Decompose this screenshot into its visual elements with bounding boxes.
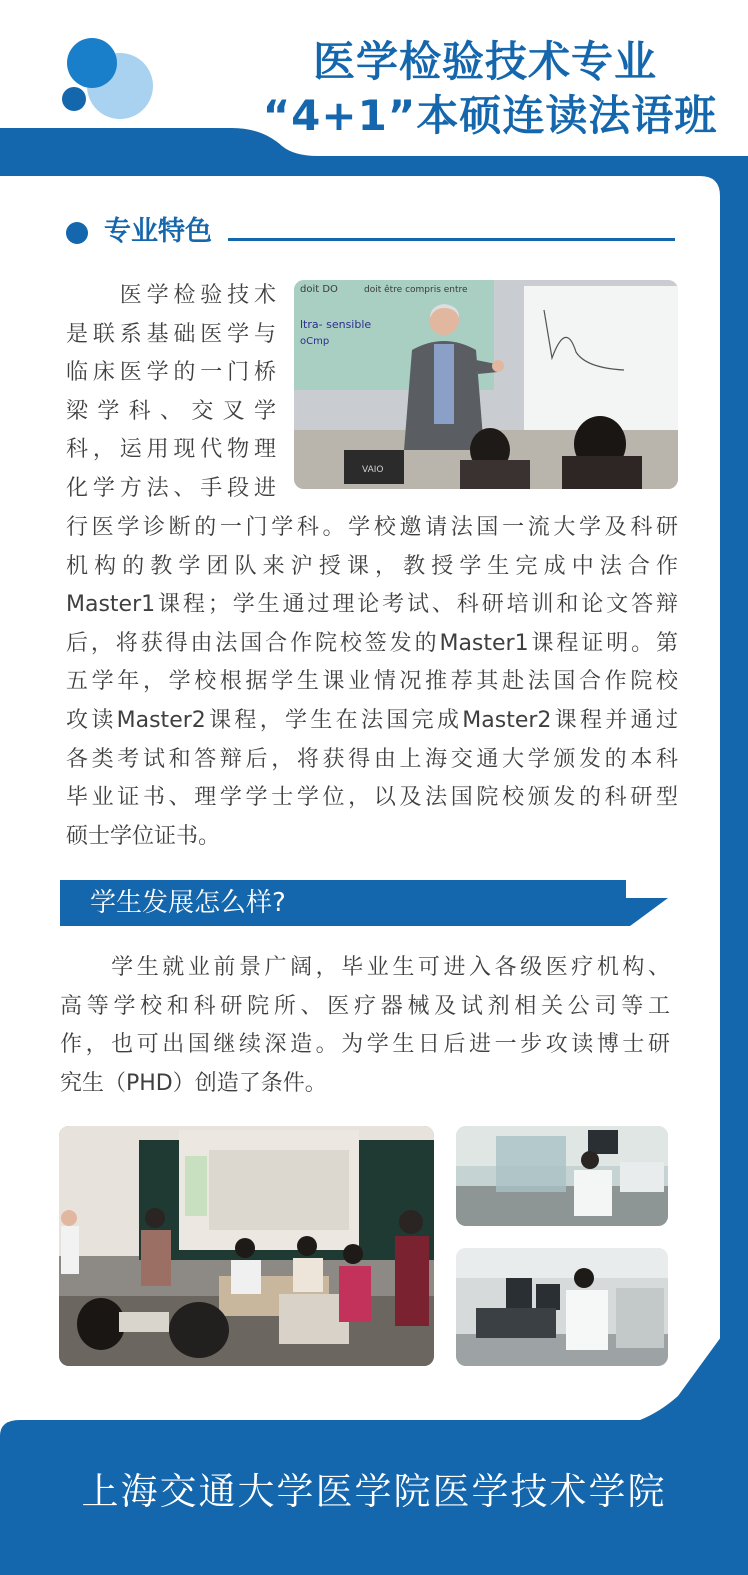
slide-text: ltra- sensible [300,318,372,331]
text-line: 化学方法、手段进 [66,475,276,501]
slide-text: doit être compris entre [364,285,468,295]
text-line: 梁学科、交叉学 [66,398,276,424]
logo-circle-dark [67,38,117,88]
section1-title: 专业特色 [104,216,212,247]
slide-text: oCmp [300,336,330,347]
logo-circle-small [62,87,86,111]
classroom-photo [59,1126,434,1366]
section1-bullet-icon [66,222,88,244]
panel-corner [700,176,720,196]
lab-photo-1 [456,1126,668,1226]
section1-text-wide [66,509,678,856]
header-title-line1: 医学检验技术专业 [312,37,657,86]
text-line: 攻读Master2课程，学生在法国完成Master2课程并通过 [66,707,678,733]
text-line: 硕士学位证书。 [66,823,221,849]
text-line: 学生就业前景广阔，毕业生可进入各级医疗机构、 [60,955,670,980]
section2-title: 学生发展怎么样? [90,888,286,918]
text-line: 五学年，学校根据学生课业情况推荐其赴法国合作院校 [66,669,678,695]
text-line: 临床医学的一门桥 [66,360,276,386]
text-line: 机构的教学团队来沪授课，教授学生完成中法合作 [66,553,678,579]
text-line: 毕业证书、理学学士学位，以及法国院校颁发的科研型 [66,785,678,811]
slide-text: doit DO [300,284,338,295]
text-line: 医学检验技术 [66,283,276,308]
text-line: 究生（PHD）创造了条件。 [60,1070,327,1096]
text-line: 是联系基础医学与 [66,321,276,347]
section2-bar-tail [626,898,668,926]
section1-divider [228,238,675,241]
text-line: 行医学诊断的一门学科。学校邀请法国一流大学及科研 [66,515,678,540]
text-line: 科，运用现代物理 [66,437,276,463]
laptop-logo: VAIO [362,465,384,475]
section2-text [60,949,670,1103]
section1-text-narrow [66,277,276,509]
header-title-line2: “4+1”本硕连读法语班 [262,91,718,140]
text-line: 后，将获得由法国合作院校签发的Master1课程证明。第 [66,630,678,656]
text-line: 各类考试和答辩后，将获得由上海交通大学颁发的本科 [66,746,678,772]
text-line: 高等学校和科研院所、医疗器械及试剂相关公司等工 [60,993,670,1019]
lecture-photo [294,280,678,489]
text-line: Master1课程；学生通过理论考试、科研培训和论文答辩 [66,592,678,618]
text-line: 作，也可出国继续深造。为学生日后进一步攻读博士研 [60,1032,670,1058]
footer-institution: 上海交通大学医学院医学技术学院 [81,1470,667,1513]
lab-photo-2 [456,1248,668,1366]
